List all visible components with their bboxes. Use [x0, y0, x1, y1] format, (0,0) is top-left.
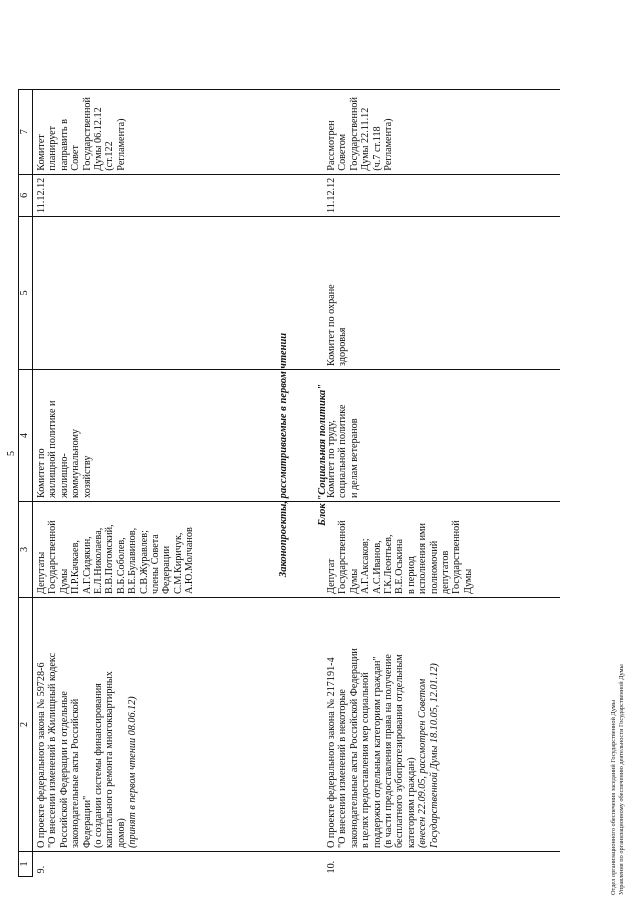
row-number: 9. [36, 865, 47, 874]
bill-authors: Депутаты Государственной Думы П.Р.Качкаев, А.Г.Сидякин, Е.Л.Николаева, В.В.Потомский, В.Б.Соболев, В.Е.Булавинов, С.В.Журавлев; члены Совета Федерации С.М.Киричук, А.Ю.Молчанов [36, 502, 241, 598]
column-header: 3 [19, 502, 33, 598]
row-number: 10. [326, 860, 337, 874]
bill-note: Государственной Думы 18.10.05, 12.01.12) [428, 663, 440, 848]
column-header: 2 [19, 598, 33, 852]
bill-authors: Депутат Государственной Думы А.Г.Аксаков; А.С.Иванов, Г.К.Леонтьев, В.Е.Оськина в период исполнения ими полномочий депутатов Государственной Думы [326, 502, 560, 598]
action-status: Рассмотрен Советом Государственной Думы 22.11.12 (ч.7 ст.118 Регламента) [326, 89, 560, 174]
footer: Отдел организационного обеспечения заседаний Государственной Думы Управления по организационному обеспечению деятельности Государственной Думы [610, 664, 625, 895]
bill-note: (принят в первом чтении 08.06.12) [127, 696, 139, 848]
responsible-committee: Комитет по жилищной политике и жилищно- коммунальному хозяйству [36, 370, 241, 502]
column-header: 7 [19, 89, 33, 174]
column-header: 6 [19, 174, 33, 216]
date: 11.12.12 [326, 174, 560, 216]
column-header: 4 [19, 370, 33, 502]
table-row [36, 89, 241, 876]
co-committee [36, 217, 241, 370]
block-heading: Блок "Социальная политика" [317, 384, 328, 526]
table-header-row [19, 89, 33, 876]
page-number: 5 [6, 451, 17, 456]
responsible-committee: Комитет по труду, социальной политике и делам ветеранов [326, 370, 560, 502]
date: 11.12.12 [36, 174, 241, 216]
bill-title: О проекте федерального закона № 217191-4 "О внесении изменений в некоторые законодательные акты Российской Федерации в целях предоставления мер социальной поддержки отдельным категориям граждан" (в части предоставления права на получение бесплатного зубопротезирования отдельным категориям граждан) (внесен 22.09.05, рассмотрен Советом Государственной Думы 18.10.05, 12.01.12) [326, 598, 560, 852]
action-status: Комитет планирует направить в Совет Государственной Думы 06.12.12 (ст.122 Регламента) [36, 89, 241, 174]
bill-title: О проекте федерального закона № 59728-6 "О внесении изменений в Жилищный кодекс Российской Федерации и отдельные законодательные акты Российской Федерации" (о создании системы финансирования капитального ремонта многоквартирных домов) (принят в первом чтении 08.06.12) [36, 598, 241, 852]
table-row [326, 89, 560, 876]
column-header: 1 [19, 852, 33, 877]
section-heading: Законопроекты, рассматриваемые в первом чтении [278, 332, 289, 578]
bill-note: (внесен 22.09.05, рассмотрен Советом [417, 678, 429, 848]
co-committee: Комитет по охране здоровья [326, 217, 560, 370]
column-header: 5 [19, 217, 33, 370]
agenda-table [18, 89, 560, 877]
